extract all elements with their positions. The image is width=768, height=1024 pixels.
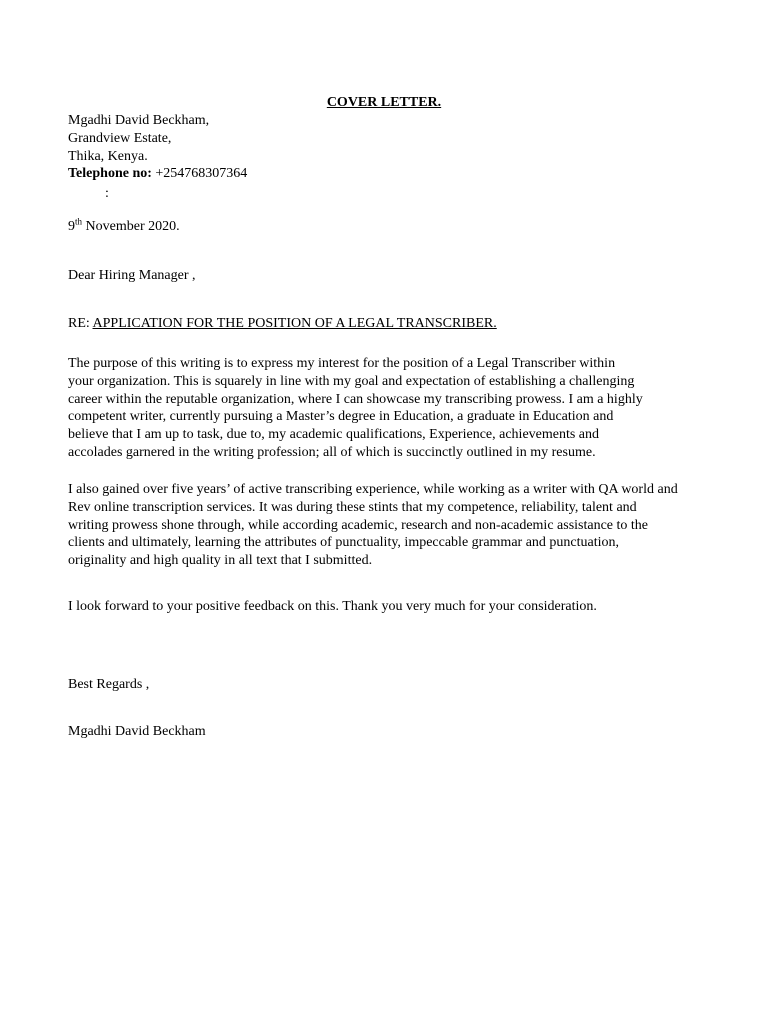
body-paragraph-3 [68, 598, 728, 616]
sender-street: Grandview Estate, [68, 130, 172, 146]
date-suffix: th [75, 216, 83, 227]
letter-title: COVER LETTER. [326, 95, 442, 110]
sender-name: Mgadhi David Beckham, [68, 113, 210, 128]
paragraph-line: competent writer, currently pursuing a Master’s degree in Education, a graduate in Education and [68, 409, 614, 425]
paragraph-line: clients and ultimately, learning the attributes of punctuality, impeccable grammar and punctuation, [68, 535, 620, 551]
date-rest: November 2020. [82, 219, 180, 234]
subject-text: APPLICATION FOR THE POSITION OF A LEGAL TRANSCRIBER. [92, 316, 497, 331]
paragraph-line: your organization. This is squarely in line with my goal and expectation of establishing a challenging [68, 373, 635, 389]
sender-telephone [68, 165, 728, 183]
paragraph-line: believe that I am up to task, due to, my academic qualifications, Experience, achievements and [68, 427, 600, 443]
subject-line [68, 315, 728, 333]
closing: Best Regards , [68, 677, 150, 692]
telephone-value: +254768307364 [151, 166, 248, 182]
paragraph-line: Rev online transcription services. It was during these stints that my competence, reliability, talent and [68, 499, 637, 515]
paragraph-line: career within the reputable organization, where I can showcase my transcribing prowess. I am a highly [68, 391, 643, 407]
paragraph-line: I also gained over five years’ of active transcribing experience, while working as a writer with QA world and [68, 482, 678, 497]
paragraph-line: I look forward to your positive feedback on this. Thank you very much for your consideration. [68, 599, 597, 614]
subject-prefix: RE: [68, 316, 93, 331]
stray-colon: : [105, 186, 109, 201]
paragraph-line: writing prowess shone through, while according academic, research and non-academic assistance to the [68, 517, 649, 533]
telephone-label: Telephone no: [68, 166, 152, 182]
paragraph-line: originality and high quality in all text that I submitted. [68, 553, 373, 569]
date-day: 9 [68, 219, 75, 234]
body-paragraph-2 [68, 481, 728, 570]
signature: Mgadhi David Beckham [68, 724, 206, 739]
sender-address [68, 112, 728, 183]
body-paragraph-1 [68, 355, 728, 462]
salutation: Dear Hiring Manager , [68, 268, 196, 283]
letter-date [68, 218, 728, 236]
paragraph-line: The purpose of this writing is to express my interest for the position of a Legal Transcriber within [68, 356, 616, 371]
sender-city: Thika, Kenya. [68, 148, 148, 164]
paragraph-line: accolades garnered in the writing profession; all of which is succinctly outlined in my resume. [68, 444, 596, 460]
